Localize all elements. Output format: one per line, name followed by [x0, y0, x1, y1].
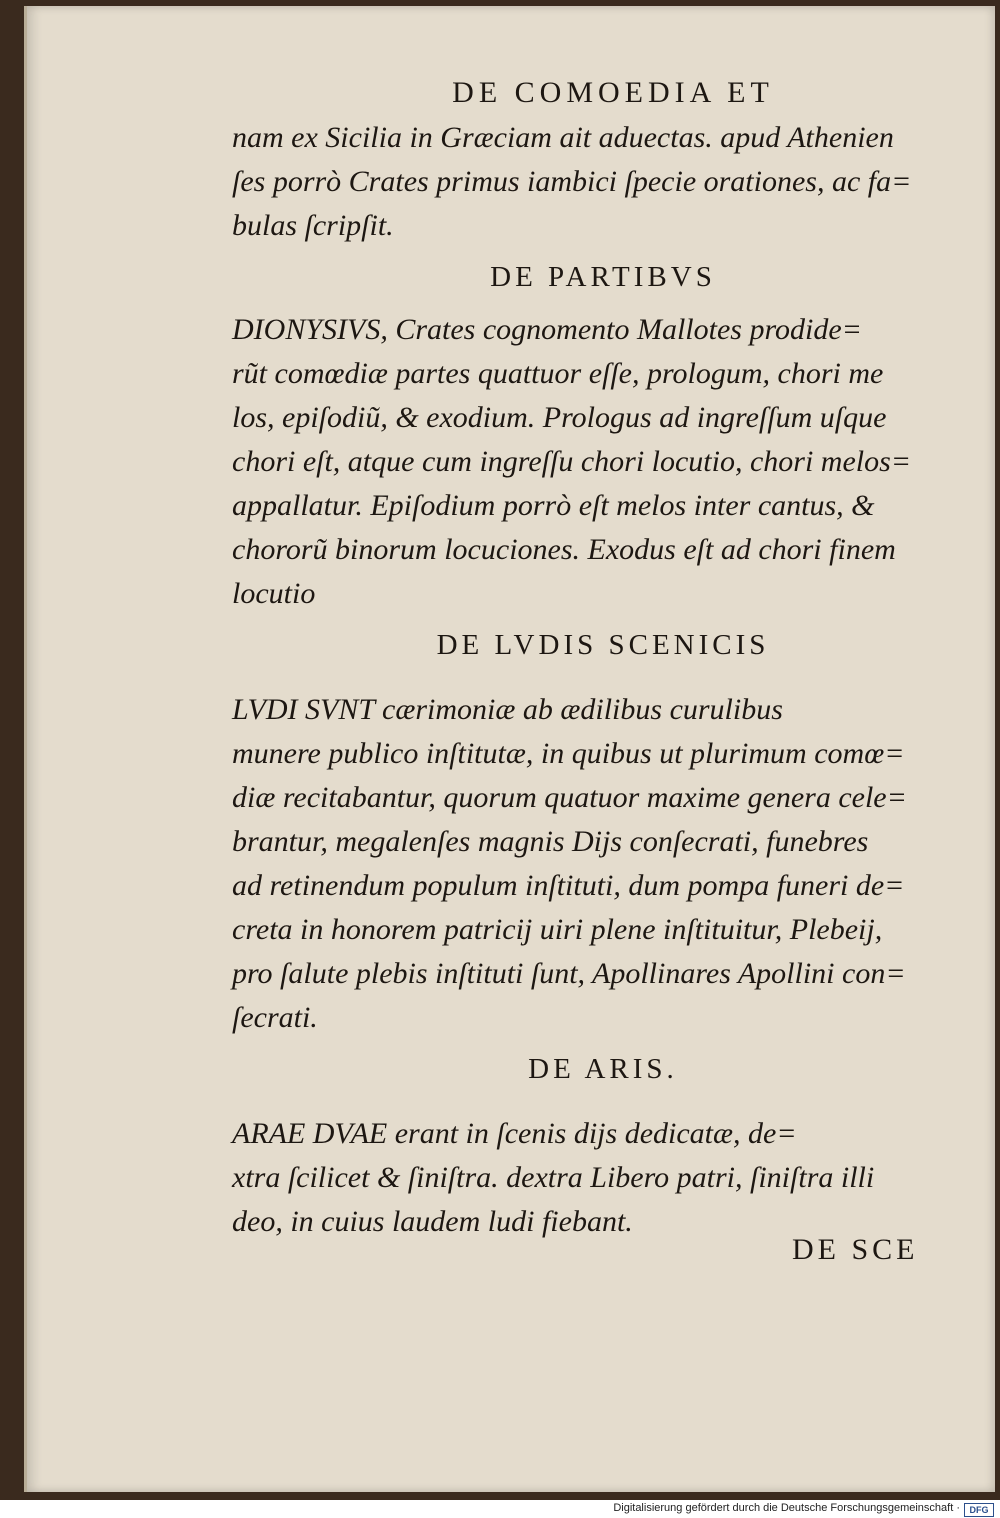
section-aris-text: [232, 1112, 944, 1244]
text-line: ARAE DVAE erant in ſcenis dijs dedicatæ, de=: [232, 1117, 797, 1150]
text-line: pro ſalute plebis inſtituti ſunt, Apollinares Apollini con=: [232, 957, 906, 990]
section-heading-aris: DE ARIS.: [528, 1053, 678, 1085]
text-line: locutio: [232, 577, 316, 610]
text-line: diæ recitabantur, quorum quatuor maxime genera cele=: [232, 781, 907, 814]
text-line: ad retinendum populum inſtituti, dum pompa funeri de=: [232, 869, 905, 902]
footer-bar: [0, 1500, 1000, 1518]
text-line: chori eſt, atque cum ingreſſu chori locutio, chori melos=: [232, 445, 912, 478]
text-line: LVDI SVNT cærimoniæ ab ædilibus curulibus: [232, 693, 783, 726]
section-heading-partibus: DE PARTIBVS: [490, 261, 716, 293]
text-line: nam ex Sicilia in Græciam ait aduectas. apud Athenien: [232, 121, 894, 154]
text-line: los, epiſodiũ, & exodium. Prologus ad ingreſſum uſque: [232, 401, 887, 434]
text-line: rũt comœdiæ partes quattuor eſſe, prologum, chori me: [232, 357, 884, 390]
dfg-logo-icon: DFG: [964, 1503, 994, 1517]
section-heading-ludis: DE LVDIS SCENICIS: [436, 629, 770, 661]
text-line: xtra ſcilicet & ſiniſtra. dextra Libero patri, ſiniſtra illi: [232, 1161, 875, 1194]
running-head: DE COMOEDIA ET: [452, 76, 774, 109]
text-line: munere publico inſtitutæ, in quibus ut plurimum comœ=: [232, 737, 905, 770]
catchword: DE SCE: [792, 1233, 919, 1266]
spacer: [232, 676, 944, 688]
paragraph-1: [232, 116, 944, 248]
text-line: bulas ſcripſit.: [232, 209, 394, 242]
section-partibus-text: [232, 308, 944, 616]
text-line: creta in honorem patricij uiri plene inſtituitur, Plebeij,: [232, 913, 883, 946]
text-line: chororũ binorum locuciones. Exodus eſt ad chori finem: [232, 533, 896, 566]
spacer: [232, 1100, 944, 1112]
text-line: ſes porrò Crates primus iambici ſpecie orationes, ac fa=: [232, 165, 912, 198]
funding-notice: Digitalisierung gefördert durch die Deutsche Forschungsgemeinschaft ·: [613, 1502, 960, 1514]
text-line: ſecrati.: [232, 1001, 318, 1034]
page-text: [232, 76, 944, 1244]
text-line: deo, in cuius laudem ludi fiebant.: [232, 1205, 633, 1238]
section-ludis-text: [232, 688, 944, 1040]
text-line: brantur, megalenſes magnis Dijs conſecrati, funebres: [232, 825, 869, 858]
text-line: DIONYSIVS, Crates cognomento Mallotes prodide=: [232, 313, 862, 346]
text-line: appallatur. Epiſodium porrò eſt melos inter cantus, &: [232, 489, 875, 522]
